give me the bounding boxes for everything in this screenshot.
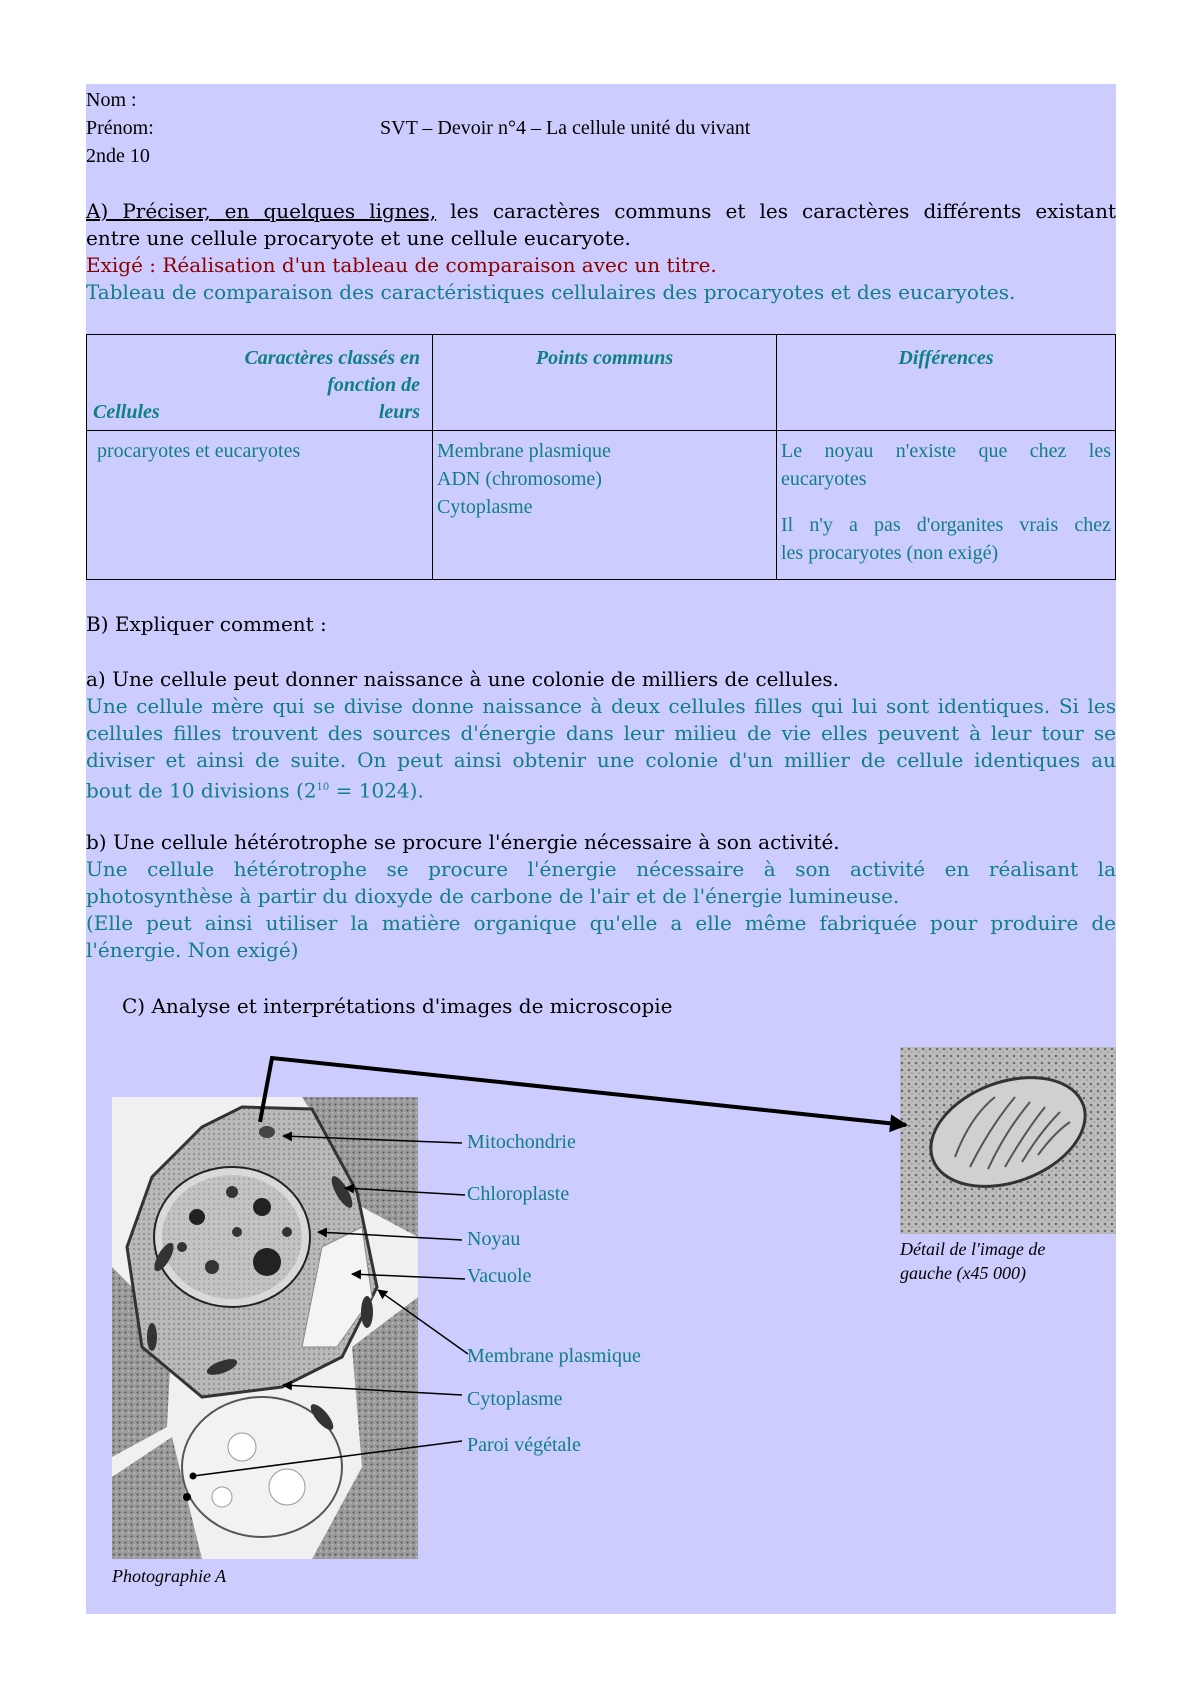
leader-mitochondrie <box>283 1136 462 1143</box>
corner-header-line1: Caractères classés en <box>244 347 420 369</box>
detail-caption-line2: gauche (x45 000) <box>900 1263 1026 1283</box>
section-a-table-title: Tableau de comparaison des caractéristiques cellulaires des procaryotes et des eucaryotes. <box>86 280 1016 304</box>
detail-connector-arrow <box>260 1058 906 1125</box>
section-a-question-line2: entre une cellule procaryote et une cellule eucaryote. <box>86 226 631 250</box>
label-paroi-vegetale: Paroi végétale <box>467 1434 581 1456</box>
label-noyau: Noyau <box>467 1228 521 1250</box>
label-membrane-plasmique: Membrane plasmique <box>467 1345 641 1367</box>
section-b-question-b: b) Une cellule hétérotrophe se procure l'énergie nécessaire à son activité. <box>86 830 840 854</box>
answer-b-line: photosynthèse à partir du dioxyde de carbone de l'air et de l'énergie lumineuse. <box>86 884 900 908</box>
section-b-title: B) Expliquer comment : <box>86 612 327 636</box>
corner-header-line2: fonction de <box>327 374 420 396</box>
section-a-question-underlined: A) Préciser, en quelques lignes, <box>86 199 437 223</box>
answer-a-line: diviser et ainsi de suite. On peut ainsi obtenir une colonie d'un millier de cellule identiques au <box>86 748 1116 772</box>
row-label: procaryotes et eucaryotes <box>97 440 301 462</box>
common-item: Membrane plasmique <box>437 440 611 462</box>
answer-a-line: cellules filles trouvent des sources d'énergie dans leur milieu de vie elles peuvent à leur tour se <box>86 721 1116 745</box>
section-a-question-rest: les caractères communs et les caractères différents existant <box>436 199 1116 223</box>
answer-a-line: Une cellule mère qui se divise donne naissance à deux cellules filles qui lui sont identiques. Si les <box>86 694 1116 718</box>
firstname-field-label: Prénom: <box>86 117 154 139</box>
header-diff-label: Différences <box>898 347 994 369</box>
answer-a-exponent: 10 <box>316 782 330 793</box>
diff-item-2-line2: les procaryotes (non exigé) <box>781 542 999 564</box>
label-cytoplasme: Cytoplasme <box>467 1388 563 1410</box>
label-mitochondrie: Mitochondrie <box>467 1131 576 1153</box>
diff-item-2-line1: Il n'y a pas d'organites vrais chez <box>781 514 1111 536</box>
common-item: ADN (chromosome) <box>437 468 602 490</box>
answer-b-line: (Elle peut ainsi utiliser la matière organique qu'elle a elle même fabriquée pour produire de <box>86 911 1116 935</box>
leader-chloroplaste <box>345 1188 465 1195</box>
section-c-title: C) Analyse et interprétations d'images de microscopie <box>122 994 673 1018</box>
leader-membrane <box>378 1290 468 1354</box>
answer-b-line: l'énergie. Non exigé) <box>86 938 299 962</box>
answer-a-last-post: = 1024). <box>329 778 424 803</box>
corner-header-cellules: Cellules <box>93 401 160 423</box>
leader-paroi-dot <box>190 1473 197 1480</box>
leader-noyau <box>318 1232 462 1240</box>
leader-cytoplasme <box>283 1385 462 1395</box>
diff-item-1-line2: eucaryotes <box>781 468 867 490</box>
page-title: SVT – Devoir n°4 – La cellule unité du vivant <box>380 117 751 139</box>
section-b-question-a: a) Une cellule peut donner naissance à une colonie de milliers de cellules. <box>86 667 840 691</box>
answer-b-line: Une cellule hétérotrophe se procure l'énergie nécessaire à son activité en réalisant la <box>86 857 1116 881</box>
common-item: Cytoplasme <box>437 496 533 518</box>
corner-header-line3: leurs <box>378 401 420 423</box>
class-label: 2nde 10 <box>86 145 150 167</box>
name-field-label: Nom : <box>86 89 137 111</box>
label-chloroplaste: Chloroplaste <box>467 1183 570 1205</box>
section-a-required: Exigé : Réalisation d'un tableau de comparaison avec un titre. <box>86 253 717 277</box>
diff-item-1-line1: Le noyau n'existe que chez les <box>781 440 1111 462</box>
answer-a-last-pre: bout de 10 divisions (2 <box>86 778 317 803</box>
detail-caption-line1: Détail de l'image de <box>900 1239 1046 1259</box>
photo-a-caption: Photographie A <box>112 1566 227 1586</box>
leader-vacuole <box>352 1274 465 1279</box>
leader-paroi <box>193 1441 462 1476</box>
label-vacuole: Vacuole <box>467 1265 532 1287</box>
header-common-label: Points communs <box>535 347 674 369</box>
